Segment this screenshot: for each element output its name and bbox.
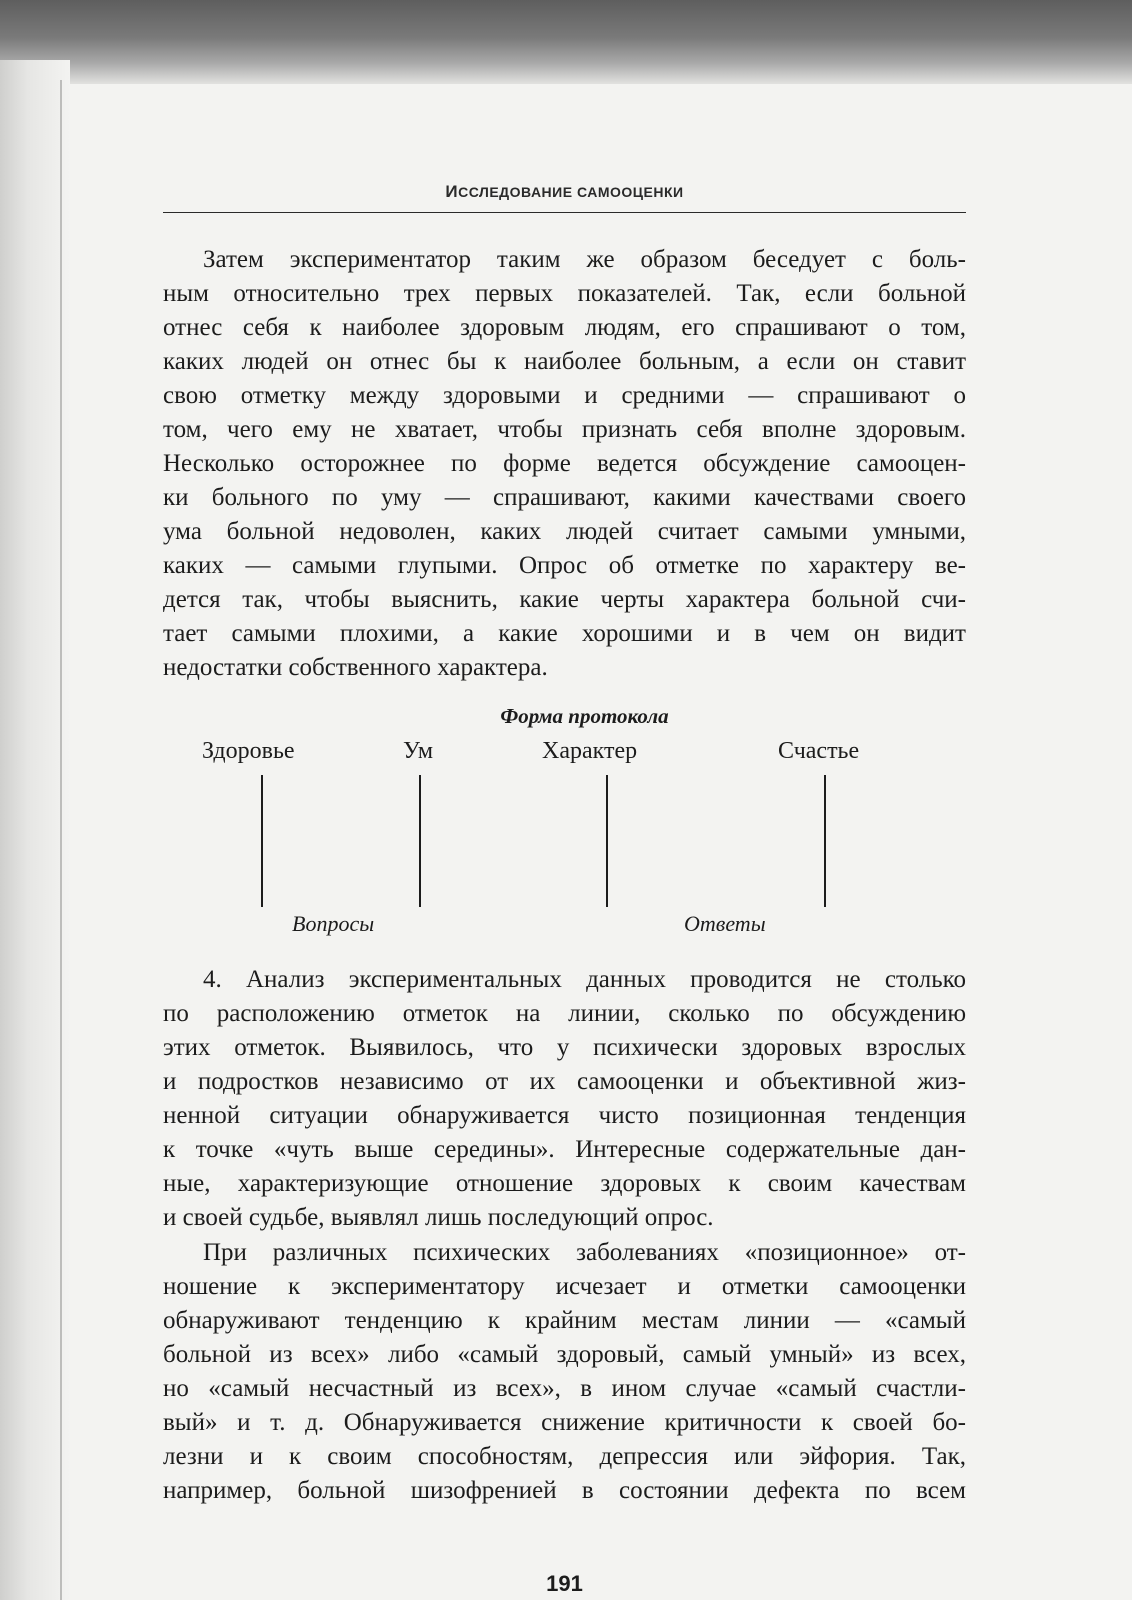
- page-number: 191: [546, 1571, 583, 1596]
- paragraph-line: ные, характеризующие отношение здоровых к своим качествам: [163, 1170, 966, 1197]
- paragraph-line: каких — самыми глупыми. Опрос об отметке по характеру ве-: [163, 552, 966, 579]
- header-rule: [163, 212, 966, 213]
- running-head-initial: И: [445, 182, 459, 201]
- paragraph-line: и подростков независимо от их самооценки и объективной жиз-: [163, 1068, 966, 1095]
- paragraph-line: этих отметок. Выявилось, что у психически здоровых взрослых: [163, 1034, 966, 1061]
- running-head: [163, 182, 966, 202]
- paragraph-line: но «самый несчастный из всех», в ином случае «самый счастли-: [163, 1375, 966, 1402]
- column-label-happiness: Счастье: [778, 738, 860, 764]
- paragraph-line: ным относительно трех первых показателей. Так, если больной: [163, 280, 966, 307]
- paragraph-line: каких людей он отнес бы к наиболее больным, а если он ставит: [163, 348, 966, 375]
- scale-line-happiness: [824, 775, 826, 907]
- paragraph-line: вый» и т. д. Обнаруживается снижение критичности к своей бо-: [163, 1409, 966, 1436]
- column-label-health: Здоровье: [202, 738, 295, 764]
- running-head-rest: ССЛЕДОВАНИЕ САМООЦЕНКИ: [458, 184, 684, 200]
- scale-line-health: [261, 775, 263, 907]
- diagram-footer-answers: Ответы: [684, 911, 766, 936]
- paragraph-line: и своей судьбе, выявлял лишь последующий опрос.: [163, 1204, 714, 1231]
- paragraph-line: ношение к экспериментатору исчезает и отметки самооценки: [163, 1273, 966, 1300]
- paragraph-line: Затем экспериментатор таким же образом беседует с боль-: [203, 246, 966, 273]
- paragraph-line: лезни и к своим способностям, депрессия или эйфория. Так,: [163, 1443, 966, 1470]
- paragraph-1: [163, 243, 966, 685]
- paragraph-line: 4. Анализ экспериментальных данных проводится не столько: [203, 966, 966, 993]
- diagram-footer-questions: Вопросы: [292, 911, 375, 936]
- paragraph-line: том, чего ему не хватает, чтобы признать себя вполне здоровым.: [163, 416, 966, 443]
- paragraph-3: [163, 1236, 966, 1508]
- diagram-title: Форма протокола: [500, 704, 669, 728]
- scale-line-character: [606, 775, 608, 907]
- paragraph-line: недостатки собственного характера.: [163, 654, 548, 681]
- page-top-shadow: [0, 0, 1132, 84]
- paragraph-line: отнес себя к наиболее здоровым людям, его спрашивают о том,: [163, 314, 966, 341]
- paragraph-line: дется так, чтобы выяснить, какие черты характера больной счи-: [163, 586, 966, 613]
- paragraph-line: свою отметку между здоровыми и средними — спрашивают о: [163, 382, 966, 409]
- paragraph-line: к точке «чуть выше середины». Интересные содержательные дан-: [163, 1136, 966, 1163]
- paragraph-line: по расположению отметок на линии, сколько по обсуждению: [163, 1000, 966, 1027]
- column-label-mind: Ум: [403, 738, 434, 764]
- paragraph-line: больной из всех» либо «самый здоровый, самый умный» из всех,: [163, 1341, 966, 1368]
- paragraph-line: ума больной недоволен, каких людей считает самыми умными,: [163, 518, 966, 545]
- paragraph-line: Несколько осторожнее по форме ведется обсуждение самооцен-: [163, 450, 966, 477]
- page-binding-line: [60, 80, 62, 1600]
- paragraph-2: [163, 963, 966, 1235]
- paragraph-line: ки больного по уму — спрашивают, какими качествами своего: [163, 484, 966, 511]
- paragraph-line: например, больной шизофренией в состоянии дефекта по всем: [163, 1477, 966, 1504]
- column-label-character: Характер: [542, 738, 638, 764]
- paragraph-line: ненной ситуации обнаруживается чисто позиционная тенденция: [163, 1102, 966, 1129]
- paragraph-line: обнаруживают тенденцию к крайним местам линии — «самый: [163, 1307, 966, 1334]
- scale-line-mind: [419, 775, 421, 907]
- paragraph-line: тает самыми плохими, а какие хорошими и в чем он видит: [163, 620, 966, 647]
- paragraph-line: При различных психических заболеваниях «позиционное» от-: [203, 1239, 966, 1266]
